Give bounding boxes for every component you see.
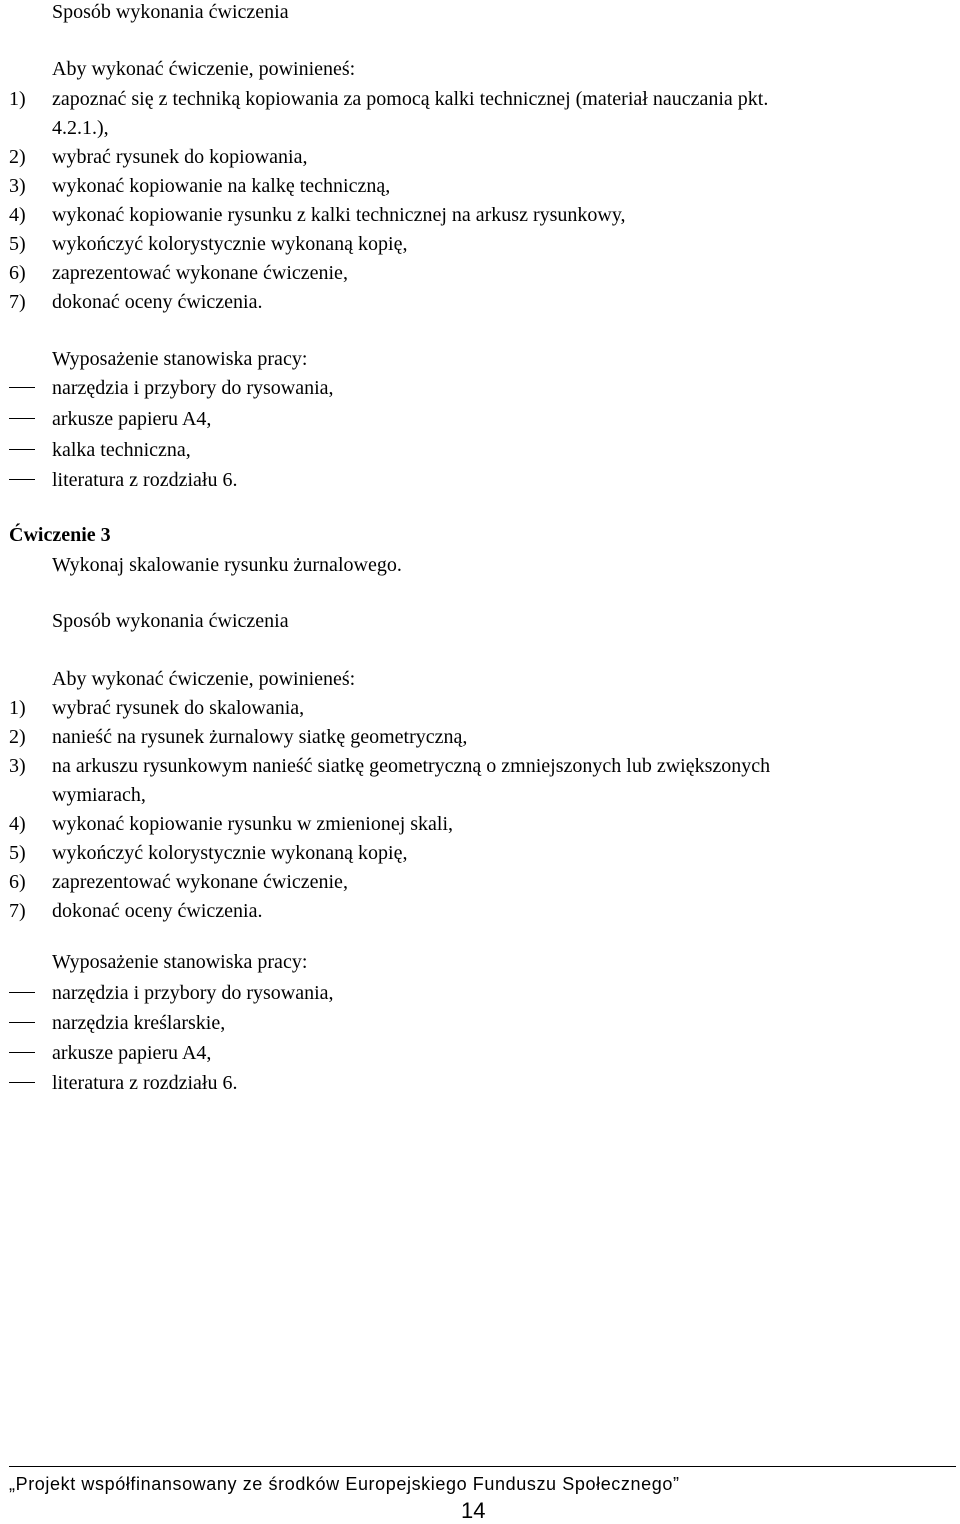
footer-project-note: „Projekt współfinansowany ze środków Europejskiego Funduszu Społecznego” xyxy=(9,1474,680,1494)
equipment-item: literatura z rozdziału 6. xyxy=(52,469,238,491)
equipment-item: literatura z rozdziału 6. xyxy=(52,1072,238,1094)
equipment-item: narzędzia i przybory do rysowania, xyxy=(52,377,334,399)
dash-bullet xyxy=(9,387,35,388)
step-text: wybrać rysunek do skalowania, xyxy=(52,697,305,719)
equipment-heading: Wyposażenie stanowiska pracy: xyxy=(52,348,308,370)
step-text: wybrać rysunek do kopiowania, xyxy=(52,146,308,168)
dash-bullet xyxy=(9,1052,35,1053)
step-text: nanieść na rysunek żurnalowy siatkę geometryczną, xyxy=(52,726,468,748)
dash-bullet xyxy=(9,1082,35,1083)
step-text: wykonać kopiowanie rysunku z kalki technicznej na arkusz rysunkowy, xyxy=(52,204,626,226)
step-number: 5) xyxy=(9,842,26,864)
exercise-task: Wykonaj skalowanie rysunku żurnalowego. xyxy=(52,554,402,576)
step-text: wykonać kopiowanie na kalkę techniczną, xyxy=(52,175,391,197)
step-number: 1) xyxy=(9,88,26,110)
step-number: 6) xyxy=(9,871,26,893)
step-text: dokonać oceny ćwiczenia. xyxy=(52,291,263,313)
step-text: 4.2.1.), xyxy=(52,117,109,139)
step-number: 2) xyxy=(9,726,26,748)
dash-bullet xyxy=(9,449,35,450)
step-text: wykonać kopiowanie rysunku w zmienionej skali, xyxy=(52,813,454,835)
dash-bullet xyxy=(9,479,35,480)
step-number: 7) xyxy=(9,291,26,313)
instructions-intro: Aby wykonać ćwiczenie, powinieneś: xyxy=(52,58,356,80)
footer-rule xyxy=(9,1466,956,1467)
step-text: zaprezentować wykonane ćwiczenie, xyxy=(52,262,348,284)
step-text: dokonać oceny ćwiczenia. xyxy=(52,900,263,922)
section-heading: Sposób wykonania ćwiczenia xyxy=(52,610,289,632)
step-number: 3) xyxy=(9,175,26,197)
step-text: wykończyć kolorystycznie wykonaną kopię, xyxy=(52,233,408,255)
page-number: 14 xyxy=(461,1498,486,1523)
dash-bullet xyxy=(9,1022,35,1023)
step-text: wymiarach, xyxy=(52,784,146,806)
step-number: 4) xyxy=(9,813,26,835)
equipment-item: arkusze papieru A4, xyxy=(52,408,212,430)
exercise-title: Ćwiczenie 3 xyxy=(9,524,111,546)
equipment-item: narzędzia kreślarskie, xyxy=(52,1012,226,1034)
step-number: 2) xyxy=(9,146,26,168)
step-number: 6) xyxy=(9,262,26,284)
step-text: zapoznać się z techniką kopiowania za pomocą kalki technicznej (materiał nauczania pkt. xyxy=(52,88,769,110)
equipment-item: kalka techniczna, xyxy=(52,439,191,461)
instructions-intro: Aby wykonać ćwiczenie, powinieneś: xyxy=(52,668,356,690)
step-number: 4) xyxy=(9,204,26,226)
dash-bullet xyxy=(9,992,35,993)
step-number: 5) xyxy=(9,233,26,255)
step-number: 1) xyxy=(9,697,26,719)
step-number: 3) xyxy=(9,755,26,777)
section-heading: Sposób wykonania ćwiczenia xyxy=(52,1,289,23)
equipment-item: narzędzia i przybory do rysowania, xyxy=(52,982,334,1004)
equipment-heading: Wyposażenie stanowiska pracy: xyxy=(52,951,308,973)
step-text: wykończyć kolorystycznie wykonaną kopię, xyxy=(52,842,408,864)
step-text: na arkuszu rysunkowym nanieść siatkę geometryczną o zmniejszonych lub zwiększonych xyxy=(52,755,771,777)
dash-bullet xyxy=(9,418,35,419)
equipment-item: arkusze papieru A4, xyxy=(52,1042,212,1064)
step-text: zaprezentować wykonane ćwiczenie, xyxy=(52,871,348,893)
step-number: 7) xyxy=(9,900,26,922)
